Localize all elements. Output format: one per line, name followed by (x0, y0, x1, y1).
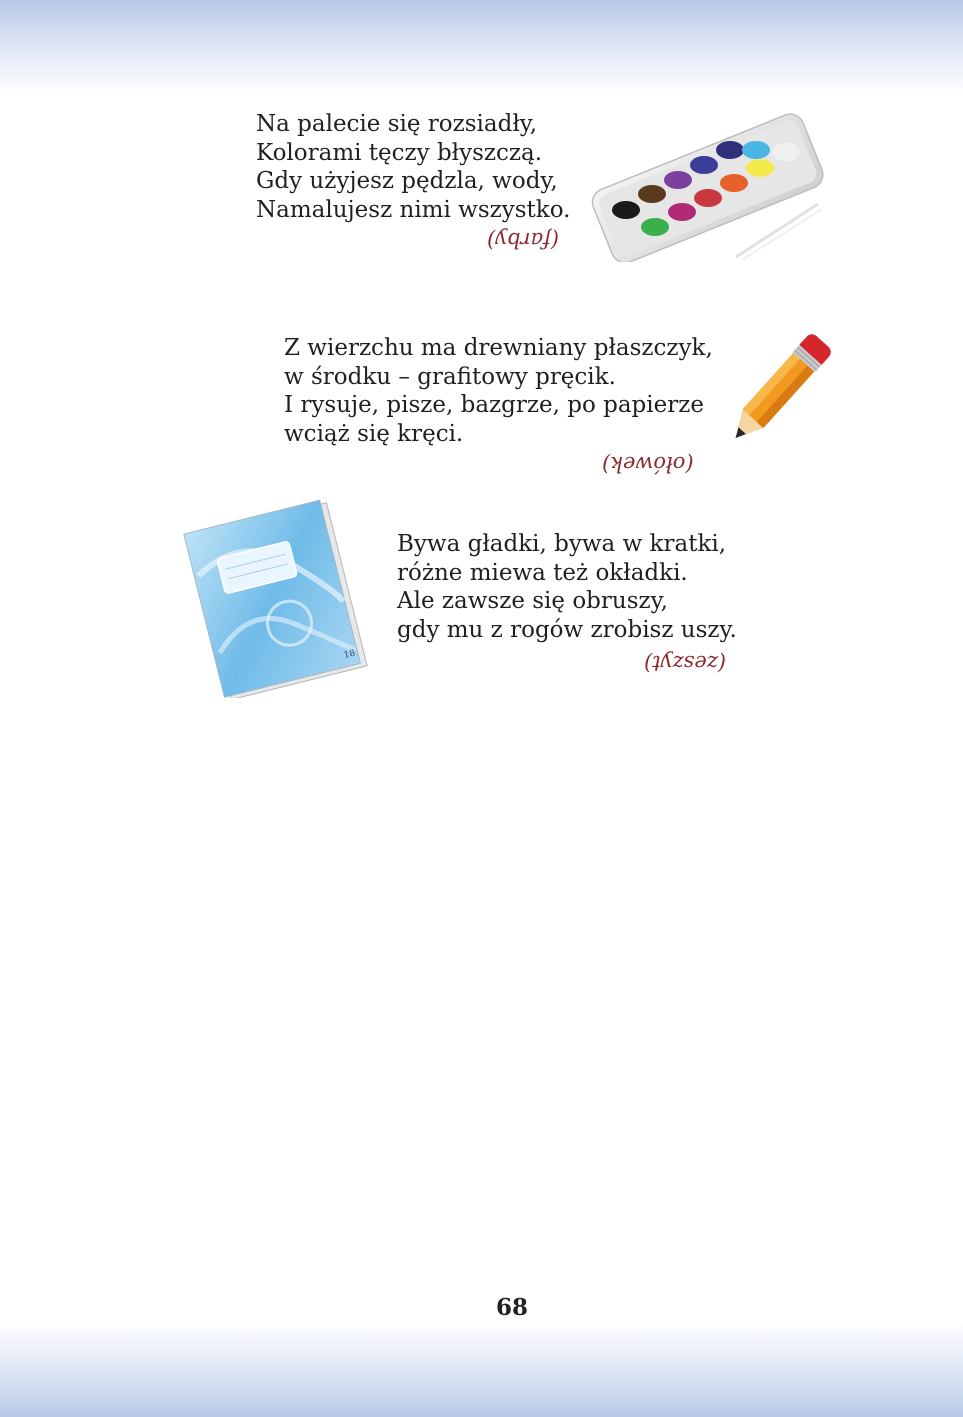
riddle-line: różne miewa też okładki. (397, 559, 688, 586)
bottom-gradient-band (0, 1322, 963, 1417)
top-gradient-band (0, 0, 963, 95)
pencil-illustration (720, 330, 835, 455)
paint-pan (664, 171, 692, 189)
paint-pan (746, 159, 774, 177)
riddle-line: Kolorami tęczy błyszczą. (256, 139, 543, 166)
riddle-line: Namalujesz nimi wszystko. (256, 197, 571, 224)
riddle-answer-upside-down: (ołówek) (602, 452, 694, 476)
riddle-notebook-text (397, 530, 737, 645)
paint-pan (638, 185, 666, 203)
paint-pan (612, 201, 640, 219)
paint-pan (742, 141, 770, 159)
paint-pan (690, 156, 718, 174)
riddle-answer-upside-down: (farby) (487, 228, 560, 252)
riddle-line: Ale zawsze się obruszy, (397, 588, 668, 615)
riddle-line: gdy mu z rogów zrobisz uszy. (397, 617, 737, 644)
riddle-paints-text (256, 110, 571, 225)
notebook-illustration (178, 498, 373, 698)
riddle-line: I rysuje, pisze, bazgrze, po papierze (284, 392, 704, 419)
watercolor-paint-box-illustration (586, 112, 826, 262)
notebook-cover-number: 18 (342, 648, 357, 661)
riddle-line: Bywa gładki, bywa w kratki, (397, 531, 727, 557)
paint-pan (694, 189, 722, 207)
paint-pan (641, 218, 669, 236)
riddle-line: Z wierzchu ma drewniany płaszczyk, (284, 335, 713, 361)
paint-pan (716, 141, 744, 159)
riddle-line: wciąż się kręci. (284, 421, 464, 448)
page-number: 68 (495, 1294, 528, 1321)
paint-pan (668, 203, 696, 221)
riddle-answer-upside-down: (zeszyt) (644, 651, 727, 675)
paint-pan (720, 174, 748, 192)
riddle-line: w środku – grafitowy pręcik. (284, 363, 616, 390)
riddle-line: Na palecie się rozsiadły, (256, 111, 538, 137)
riddle-pencil-text (284, 334, 713, 449)
paint-pan (772, 143, 800, 161)
riddle-line: Gdy użyjesz pędzla, wody, (256, 168, 558, 195)
